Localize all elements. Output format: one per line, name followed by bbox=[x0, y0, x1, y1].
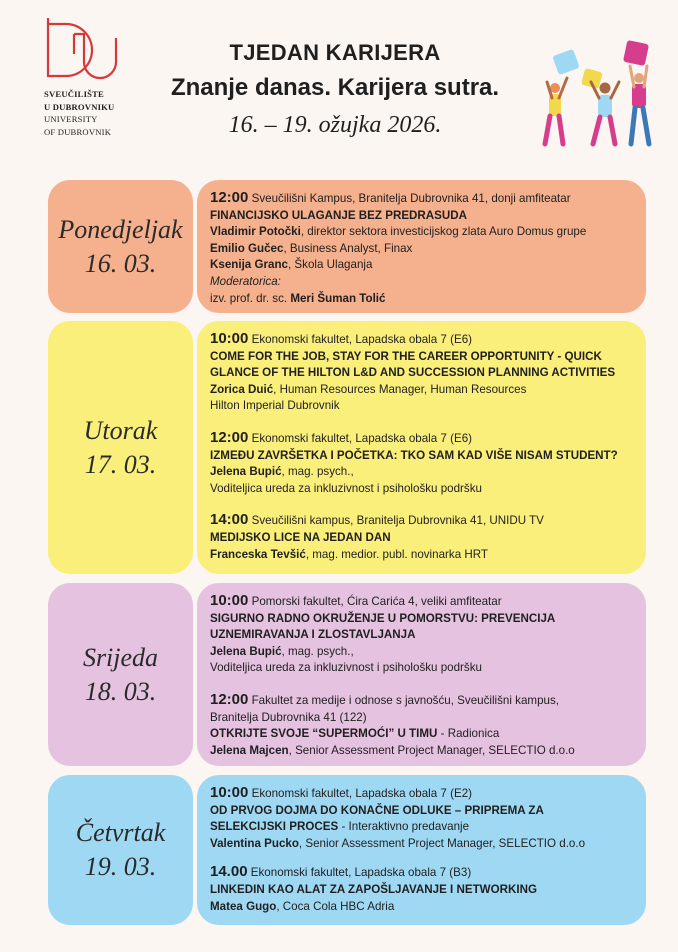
speaker-role: , Senior Assessment Project Manager, SELECTIO d.o.o bbox=[288, 743, 575, 757]
session-time: 14.00 bbox=[210, 863, 248, 881]
session-title: SELEKCIJSKI PROCES bbox=[210, 820, 339, 834]
session-header bbox=[210, 430, 632, 448]
speaker bbox=[210, 743, 632, 760]
moderator-prefix: izv. prof. dr. sc. bbox=[210, 291, 291, 305]
session-location: Sveučilišni Kampus, Branitelja Dubrovnika 41, donji amfiteatar bbox=[248, 192, 571, 205]
session-header bbox=[210, 331, 632, 349]
session-title: SIGURNO RADNO OKRUŽENJE U POMORSTVU: PREVENCIJA bbox=[210, 611, 556, 625]
speaker-name: Vladimir Potočki bbox=[210, 225, 301, 239]
session-time: 12:00 bbox=[210, 428, 249, 446]
speaker-role: , Human Resources Manager, Human Resources bbox=[273, 382, 527, 396]
speaker-name: Jelena Majcen bbox=[210, 743, 289, 757]
day-name: Četvrtak bbox=[75, 818, 166, 847]
session-time: 12:00 bbox=[210, 189, 249, 206]
monday-schedule bbox=[197, 180, 646, 313]
page-title: TJEDAN KARIJERA bbox=[229, 40, 441, 65]
logo-text bbox=[44, 88, 140, 138]
session-location: Ekonomski fakultet, Lapadska obala 7 (E2) bbox=[248, 787, 473, 800]
session-location: Ekonomski fakultet, Lapadska obala 7 (B3) bbox=[247, 866, 472, 880]
session-header bbox=[210, 190, 632, 208]
logo-line: SVEUČILIŠTE bbox=[44, 89, 104, 99]
day-date: 18. 03. bbox=[84, 676, 157, 706]
session-location-cont: Branitelja Dubrovnika 41 (122) bbox=[210, 710, 367, 724]
session-title: IZMEĐU ZAVRŠETKA I POČETKA: TKO SAM KAD VIŠE NISAM STUDENT? bbox=[210, 448, 618, 462]
speaker-role: , Škola Ulaganja bbox=[287, 258, 373, 272]
day-name: Srijeda bbox=[82, 642, 159, 672]
speaker-role: , mag. psych., bbox=[281, 465, 354, 479]
speaker-name: Zorica Duić bbox=[210, 382, 274, 396]
speaker-name: Jelena Bupić bbox=[210, 465, 282, 479]
du-logo-mark bbox=[44, 16, 120, 82]
session-title: COME FOR THE JOB, STAY FOR THE CAREER OPPORTUNITY - QUICK bbox=[210, 349, 602, 363]
speaker bbox=[210, 836, 632, 853]
speaker-name: Valentina Pucko bbox=[210, 836, 299, 850]
day-name: Utorak bbox=[83, 415, 158, 445]
session-title: OTKRIJTE SVOJE “SUPERMOĆI” U TIMU bbox=[210, 727, 438, 741]
session-location: Pomorski fakultet, Ćira Carića 4, veliki amfiteatar bbox=[248, 595, 502, 608]
speaker bbox=[210, 464, 632, 481]
speaker-name: Emilio Gučec bbox=[210, 241, 284, 255]
speaker bbox=[210, 241, 632, 258]
session-location: Ekonomski fakultet, Lapadska obala 7 (E6) bbox=[248, 431, 473, 445]
session-format: - Radionica bbox=[437, 727, 500, 741]
session-title: GLANCE OF THE HILTON L&D AND SUCCESSION PLANNING ACTIVITIES bbox=[210, 366, 616, 380]
session-time: 14:00 bbox=[210, 511, 249, 529]
day-name: Ponedjeljak bbox=[58, 214, 183, 244]
speaker bbox=[210, 382, 632, 399]
speaker bbox=[210, 644, 632, 661]
moderator bbox=[210, 291, 632, 308]
session-header bbox=[210, 785, 632, 803]
day-tuesday bbox=[48, 321, 193, 574]
session-title: OD PRVOG DOJMA DO KONAČNE ODLUKE – PRIPREMA ZA bbox=[210, 803, 544, 817]
session-time: 12:00 bbox=[210, 690, 249, 708]
people-puzzle-illustration bbox=[535, 38, 665, 153]
day-date: 17. 03. bbox=[84, 449, 157, 479]
logo-line: U DUBROVNIKU bbox=[44, 101, 115, 112]
moderator-name: Meri Šuman Tolić bbox=[290, 291, 386, 305]
page-subtitle: Znanje danas. Karijera sutra. bbox=[170, 74, 500, 101]
session-title: LINKEDIN KAO ALAT ZA ZAPOŠLJAVANJE I NETWORKING bbox=[210, 882, 537, 896]
day-date: 16. 03. bbox=[84, 248, 157, 278]
speaker-role: , Coca Cola HBC Adria bbox=[276, 899, 395, 913]
session-title-line bbox=[210, 726, 632, 743]
speaker bbox=[210, 257, 632, 274]
speaker bbox=[210, 547, 632, 564]
speaker-name: Jelena Bupić bbox=[210, 644, 282, 658]
day-monday bbox=[48, 180, 193, 313]
speaker-name: Matea Gugo bbox=[210, 899, 277, 913]
session-title: FINANCIJSKO ULAGANJE BEZ PREDRASUDA bbox=[210, 208, 468, 222]
logo-line: UNIVERSITY bbox=[44, 114, 98, 124]
thursday-schedule bbox=[197, 775, 646, 925]
session-title: UZNEMIRAVANJA I ZLOSTAVLJANJA bbox=[210, 628, 416, 642]
session-time: 10:00 bbox=[210, 330, 249, 347]
speaker-role: , Business Analyst, Finax bbox=[283, 241, 413, 255]
speaker bbox=[210, 899, 632, 916]
wednesday-schedule bbox=[197, 583, 646, 766]
logo-line: OF DUBROVNIK bbox=[44, 126, 112, 137]
day-thursday bbox=[48, 775, 193, 925]
speaker-extra: Voditeljica ureda za inkluzivnost i psihološku podršku bbox=[210, 661, 482, 675]
day-wednesday bbox=[48, 583, 193, 766]
session-header bbox=[210, 864, 632, 882]
speaker-role: , mag. medior. publ. novinarka HRT bbox=[305, 547, 488, 561]
speaker-extra: Voditeljica ureda za inkluzivnost i psihološku podršku bbox=[210, 481, 482, 495]
tuesday-schedule bbox=[197, 321, 646, 574]
session-time: 10:00 bbox=[210, 592, 249, 609]
session-location: Fakultet za medije i odnose s javnošću, Sveučilišni kampus, bbox=[248, 693, 559, 707]
speaker-name: Ksenija Granc bbox=[210, 258, 288, 272]
session-title: MEDIJSKO LICE NA JEDAN DAN bbox=[210, 530, 391, 544]
event-dates: 16. – 19. ožujka 2026. bbox=[228, 112, 442, 138]
session-title-line bbox=[210, 819, 632, 836]
day-date: 19. 03. bbox=[84, 852, 157, 881]
session-location: Ekonomski fakultet, Lapadska obala 7 (E6) bbox=[248, 333, 473, 346]
speaker-role: , direktor sektora investicijskog zlata Auro Domus grupe bbox=[300, 225, 587, 239]
speaker-role: , Senior Assessment Project Manager, SELECTIO d.o.o bbox=[298, 836, 586, 850]
session-header bbox=[210, 692, 632, 710]
speaker-name: Franceska Tevšić bbox=[210, 547, 306, 561]
moderator-label: Moderatorica: bbox=[210, 274, 281, 288]
session-location: Sveučilišni kampus, Branitelja Dubrovnika 41, UNIDU TV bbox=[248, 514, 544, 528]
speaker-extra: Hilton Imperial Dubrovnik bbox=[210, 399, 340, 413]
speaker-role: , mag. psych., bbox=[281, 644, 354, 658]
university-logo bbox=[44, 16, 140, 138]
speaker bbox=[210, 224, 632, 241]
session-header bbox=[210, 512, 632, 530]
session-header bbox=[210, 593, 632, 611]
session-time: 10:00 bbox=[210, 784, 249, 801]
session-format: - Interaktivno predavanje bbox=[338, 820, 470, 834]
